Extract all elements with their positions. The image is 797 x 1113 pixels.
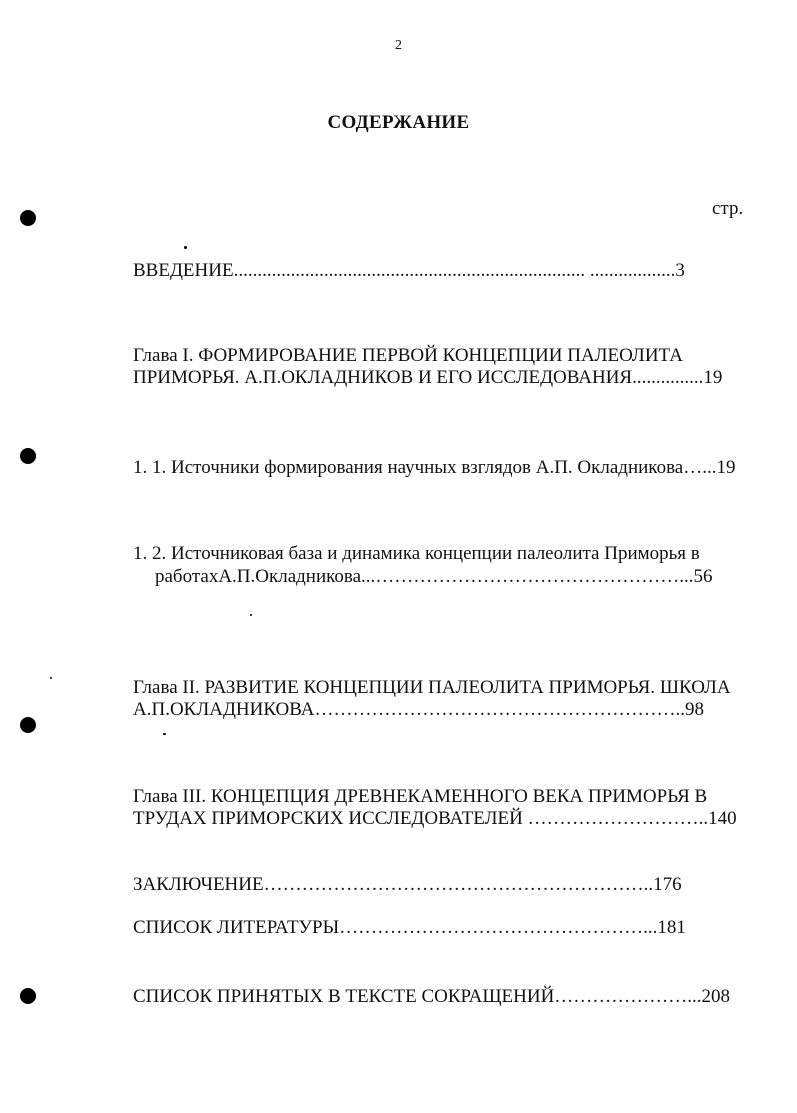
page-number: 2 [395,38,402,53]
toc-entry-intro: ВВЕДЕНИЕ.......................................................................... ..................3 [133,260,685,281]
punch-hole [20,448,36,464]
toc-entry-abbreviations: СПИСОК ПРИНЯТЫХ В ТЕКСТЕ СОКРАЩЕНИЙ…………………...208 [133,986,731,1007]
page-title: СОДЕРЖАНИЕ [327,112,470,133]
toc-entry-chapter-1: Глава I. ФОРМИРОВАНИЕ ПЕРВОЙ КОНЦЕПЦИИ ПАЛЕОЛИТА [133,345,683,366]
punch-hole [20,717,36,733]
toc-entry-section-1-2: 1. 2. Источниковая база и динамика концепции палеолита Приморья в [133,543,700,564]
toc-entry-conclusion: ЗАКЛЮЧЕНИЕ……………………………………………………..176 [133,874,682,895]
toc-entry-chapter-3: Глава III. КОНЦЕПЦИЯ ДРЕВНЕКАМЕННОГО ВЕКА ПРИМОРЬЯ В [133,786,708,807]
toc-entry-chapter-3-cont: ТРУДАХ ПРИМОРСКИХ ИССЛЕДОВАТЕЛЕЙ ………………………..140 [133,808,737,829]
page-column-label: стр. [712,198,744,219]
toc-entry-chapter-2: Глава II. РАЗВИТИЕ КОНЦЕПЦИИ ПАЛЕОЛИТА ПРИМОРЬЯ. ШКОЛА [133,677,731,698]
scan-speck [50,677,52,679]
punch-hole [20,988,36,1004]
toc-entry-section-1-1: 1. 1. Источники формирования научных взглядов А.П. Окладникова…...19 [133,457,736,478]
toc-entry-literature: СПИСОК ЛИТЕРАТУРЫ…………………………………………...181 [133,917,686,938]
toc-entry-chapter-1-cont: ПРИМОРЬЯ. А.П.ОКЛАДНИКОВ И ЕГО ИССЛЕДОВАНИЯ...............19 [133,367,723,388]
toc-entry-chapter-2-cont: А.П.ОКЛАДНИКОВА…………………………………………………..98 [133,699,704,720]
scan-speck [184,246,187,249]
punch-hole [20,210,36,226]
scan-speck [163,733,166,735]
scan-speck [250,614,252,616]
toc-entry-section-1-2-cont: работахА.П.Окладникова...…………………………………………...56 [155,566,713,587]
